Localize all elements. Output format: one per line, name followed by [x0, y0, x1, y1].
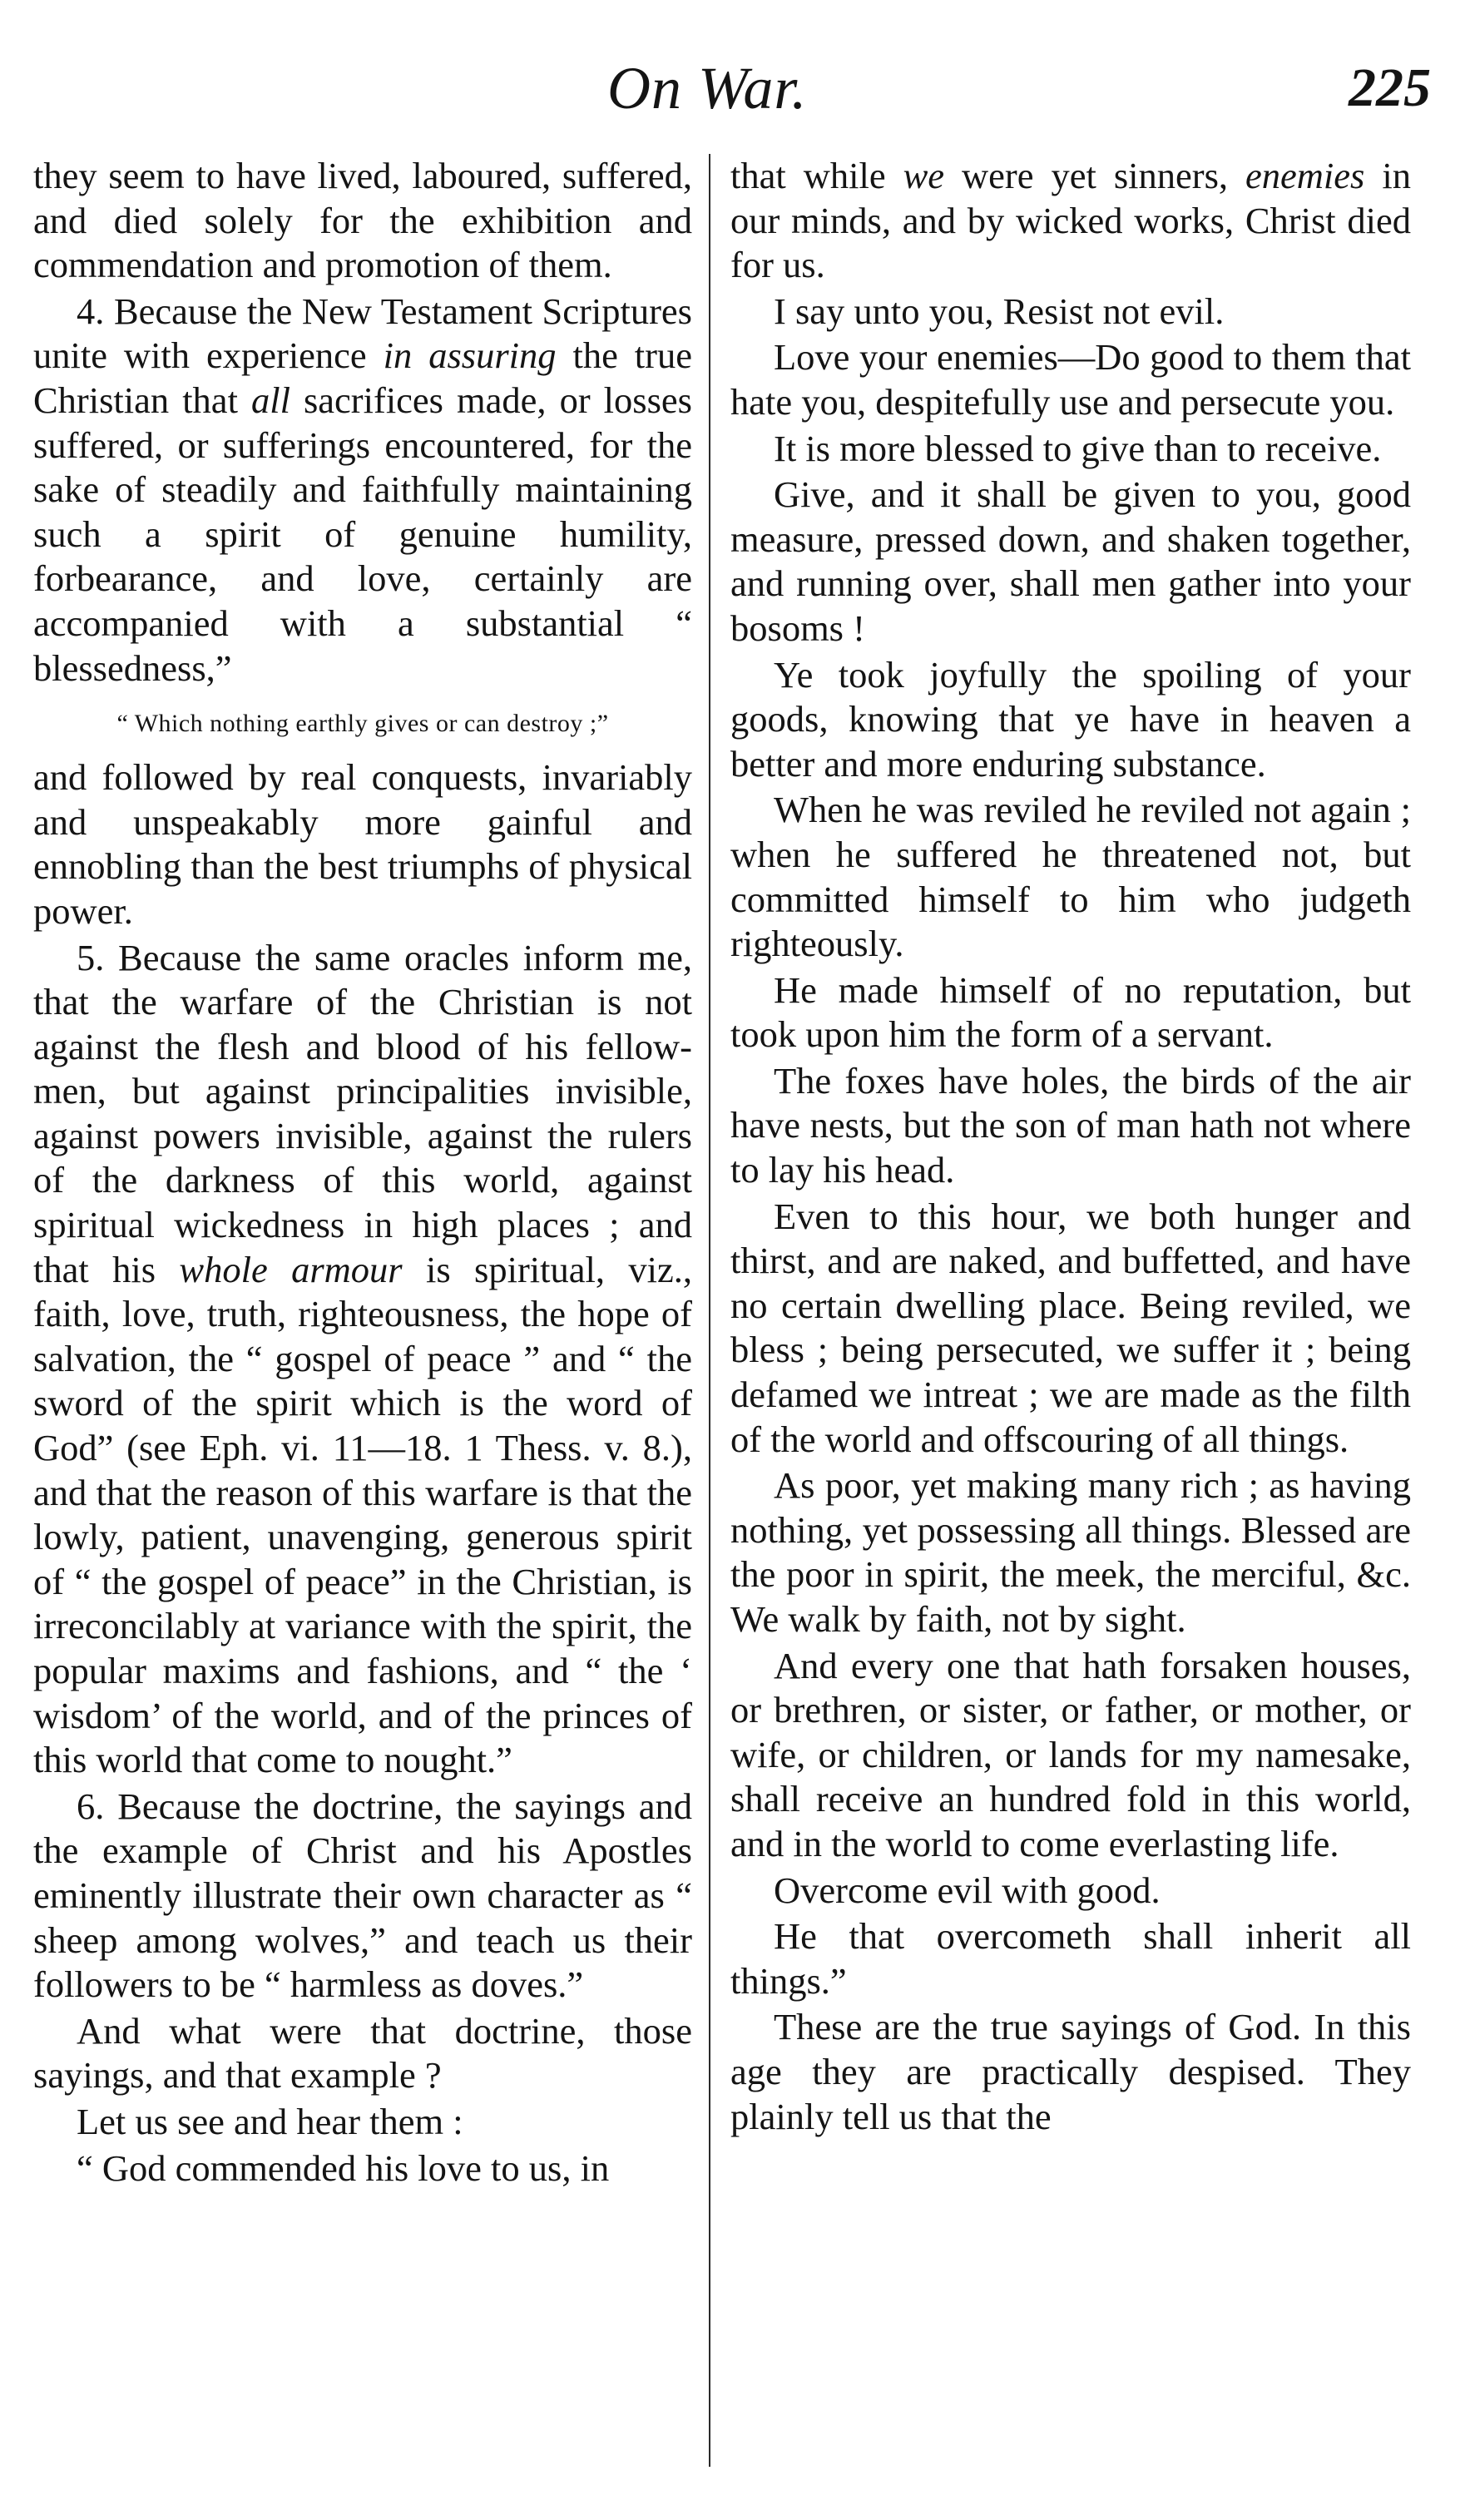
- paragraph: He that overcometh shall inherit all things.”: [730, 1915, 1411, 2002]
- paragraph: [33, 154, 692, 288]
- paragraph: Let us see and hear them :: [77, 2100, 463, 2142]
- paragraph: Even to this hour, we both hunger and thirst, and are naked, and buffetted, and have no certain dwelling place. Being reviled, we bless ; being persecuted, we suffer it ; being defamed we intreat ; we are made as the filth of the world and offscouring of all things.: [730, 1195, 1411, 1460]
- column-divider: [709, 154, 710, 2467]
- text-run: in our minds, and by wicked works, Christ died for us.: [730, 155, 1411, 286]
- emphasis-text: enemies: [1245, 155, 1365, 196]
- running-header: [33, 47, 1431, 130]
- right-column: [730, 154, 1411, 2141]
- paragraph: And what were that doctrine, those sayings, and that example ?: [33, 2009, 692, 2097]
- paragraph: 6. Because the doctrine, the sayings and the example of Christ and his Apostles eminently illustrate their own character as “ sheep among wolves,” and teach us their followers to be “ harmless as doves.”: [33, 1785, 692, 2006]
- emphasis-text: all: [250, 379, 290, 421]
- text-run: they seem to have lived, laboured, suffered, and died solely for the exhibition and commendation and promotion of them.: [33, 155, 692, 286]
- page-number: 225: [1349, 57, 1431, 118]
- paragraph: and followed by real conquests, invariably and unspeakably more gainful and ennobling than the best triumphs of physical power.: [33, 756, 692, 932]
- paragraph: And every one that hath forsaken houses, or brethren, or sister, or father, or mother, or wife, or children, or lands for my namesake, shall receive an hundred fold in this world, and in the world to come everlasting life.: [730, 1644, 1411, 1864]
- text-run: sacrifices made, or losses suffered, or sufferings encountered, for the sake of steadily and faithfully maintaining such a spirit of genuine humility, forbearance, and love, certainly are accompanied with a substantial “ blessedness,”: [33, 379, 692, 689]
- paragraph: When he was reviled he reviled not again ; when he suffered he threatened not, but committed himself to him who judgeth righteously.: [730, 789, 1411, 965]
- paragraph: [33, 936, 692, 1783]
- text-run: 4. Because the New Testament Scriptures unite with experience: [33, 290, 692, 377]
- emphasis-text: whole armour: [179, 1248, 403, 1290]
- text-run: that while: [730, 155, 903, 196]
- text-run: were yet sinners,: [944, 155, 1246, 196]
- running-title: On War.: [607, 55, 808, 121]
- paragraph: I say unto you, Resist not evil.: [774, 290, 1225, 332]
- text-run: 5. Because the same oracles inform me, that the warfare of the Christian is not against the flesh and blood of his fellow-men, but against principalities invisible, against powers invisible, against the rulers of the darkness of this world, against spiritual wickedness in high places ; and that his: [33, 936, 692, 1290]
- paragraph: These are the true sayings of God. In this age they are practically despised. They plainly tell us that the: [730, 2006, 1411, 2137]
- paragraph: It is more blessed to give than to receive.: [774, 427, 1382, 469]
- paragraph: [33, 290, 692, 691]
- paragraph: Ye took joyfully the spoiling of your goods, knowing that ye have in heaven a better and more enduring substance.: [730, 653, 1411, 785]
- paragraph: Overcome evil with good.: [774, 1869, 1161, 1911]
- emphasis-text: in assuring: [383, 334, 557, 377]
- left-column: [33, 154, 692, 2192]
- paragraph: “ God commended his love to us, in: [77, 2146, 610, 2189]
- block-quote: “ Which nothing earthly gives or can destroy ;”: [116, 710, 609, 738]
- paragraph: Give, and it shall be given to you, good measure, pressed down, and shaken together, and running over, shall men gather into your bosoms !: [730, 473, 1411, 649]
- text-run: is spiritual, viz., faith, love, truth, righteousness, the hope of salvation, the “ gospel of peace ” and “ the sword of the spirit which is the word of God” (see Eph. vi. 11—18. 1 Thess. v. 8.), and that the reason of this warfare is that the lowly, patient, unavenging, generous spirit of “ the gospel of peace” in the Christian, is irreconcilably at variance with the spirit, the popular maxims and fashions, and “ the ‘ wisdom’ of the world, and of the princes of this world that come to nought.”: [33, 1248, 692, 1781]
- paragraph: Love your enemies—Do good to them that hate you, despitefully use and persecute you.: [730, 336, 1411, 423]
- emphasis-text: we: [903, 155, 945, 196]
- text-run: the true Christian that: [33, 334, 692, 421]
- paragraph: [730, 154, 1411, 288]
- paragraph: The foxes have holes, the birds of the air have nests, but the son of man hath not where to lay his head.: [730, 1059, 1411, 1191]
- paragraph: He made himself of no reputation, but took upon him the form of a servant.: [730, 968, 1411, 1056]
- paragraph: As poor, yet making many rich ; as having nothing, yet possessing all things. Blessed are the poor in spirit, the meek, the merciful, &c. We walk by faith, not by sight.: [730, 1464, 1411, 1640]
